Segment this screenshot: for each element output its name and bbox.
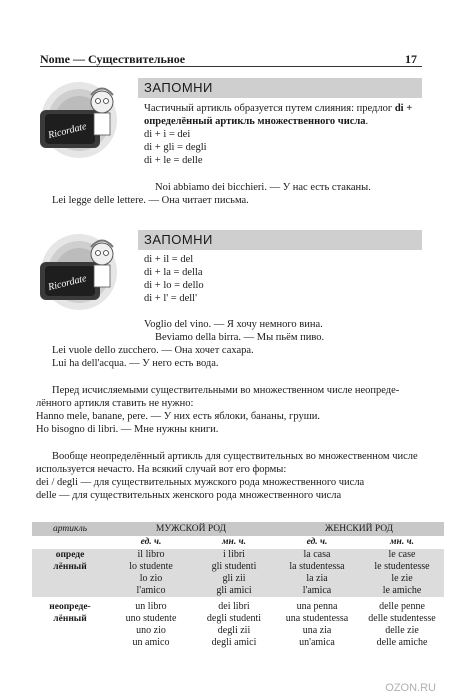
table-cell: le zie — [360, 573, 444, 585]
table-cell: l'amico — [108, 585, 194, 597]
table-row — [32, 585, 444, 597]
table-cell: una zia — [302, 625, 332, 636]
table-cell: la zia — [274, 573, 360, 585]
paragraph-line: лённого артикля ставить не нужно: — [36, 398, 194, 409]
table-cell: le studentesse — [360, 561, 444, 573]
table-cell: delle penne — [379, 601, 425, 612]
remember-banner-1: ЗАПОМНИ — [138, 78, 422, 98]
table-subheader-sg: ед. ч. — [274, 536, 360, 549]
rule-line: di + la = della — [144, 267, 203, 278]
row-label: опреде — [32, 549, 108, 561]
table-cell: un libro — [135, 601, 167, 612]
table-cell: uno studente — [125, 613, 177, 624]
example-line: Lei legge delle lettere. — Она читает письма. — [52, 195, 249, 206]
header-rule — [40, 66, 422, 67]
example-line: Lui ha dell'acqua. — У него есть вода. — [52, 358, 219, 369]
table-cell: le case — [360, 549, 444, 561]
intro-bold-2: определённый артикль множественного числа — [144, 116, 366, 127]
table-row — [32, 573, 444, 585]
paragraph-line: используется нечасто. На всякий случай вот его формы: — [36, 464, 287, 475]
table-row — [32, 601, 444, 613]
rule-line: di + il = del — [144, 254, 194, 265]
ricordate-tv-illustration-2 — [36, 232, 122, 312]
watermark: OZON.RU — [385, 682, 436, 694]
ricordate-badge-1: Ricordate — [47, 121, 88, 142]
table-cell: un amico — [132, 637, 170, 648]
intro-period: . — [365, 116, 369, 127]
example-line: Noi abbiamo dei bicchieri. — У нас есть стаканы. — [155, 182, 371, 193]
row-label — [32, 625, 108, 637]
table-cell: le amiche — [360, 585, 444, 597]
example-line: Hanno mele, banane, pere. — У них есть яблоки, бананы, груши. — [36, 411, 321, 422]
table-row — [32, 549, 444, 561]
table-cell: dei libri — [218, 601, 250, 612]
table-cell: una studentessa — [285, 613, 349, 624]
row-label — [32, 585, 108, 597]
rule-line: di + gli = degli — [144, 142, 207, 153]
table-cell: uno zio — [136, 625, 166, 636]
running-header: Nome — Существительное — [40, 52, 186, 66]
table-row — [32, 561, 444, 573]
rule-line: di + l' = dell' — [144, 293, 197, 304]
table-cell: la studentessa — [274, 561, 360, 573]
table-cell: delle amiche — [376, 637, 428, 648]
table-row — [32, 613, 444, 625]
table-cell: lo zio — [108, 573, 194, 585]
row-label: лённый — [53, 614, 87, 624]
table-cell: un'amica — [299, 637, 335, 648]
ricordate-tv-illustration-1 — [36, 80, 122, 160]
table-cell: l'amica — [274, 585, 360, 597]
article-table — [32, 522, 444, 649]
paragraph-line: dei / degli — для существительных мужского рода множественного числа — [36, 477, 365, 488]
rule-intro-1 — [144, 102, 412, 115]
page-number: 17 — [405, 52, 417, 66]
table-row — [32, 625, 444, 637]
table-row — [32, 637, 444, 649]
table-cell: delle studentesse — [368, 613, 436, 624]
row-label: неопреде- — [49, 602, 91, 612]
table-header-masculine: МУЖСКОЙ РОД — [108, 522, 274, 536]
example-line: Beviamo della birra. — Мы пьём пиво. — [155, 332, 325, 343]
example-line: Ho bisogno di libri. — Мне нужны книги. — [36, 424, 219, 435]
example-line: Voglio del vino. — Я хочу немного вина. — [144, 319, 323, 330]
table-cell: i libri — [194, 549, 274, 561]
table-cell: degli studenti — [206, 613, 262, 624]
table-cell: una penna — [296, 601, 338, 612]
rule-line: di + i = dei — [144, 129, 191, 140]
table-cell: lo studente — [108, 561, 194, 573]
paragraph-line: Вообще неопределённый артикль для существительных во множественном числе — [52, 451, 418, 462]
table-header-feminine: ЖЕНСКИЙ РОД — [274, 522, 444, 536]
table-cell: gli amici — [194, 585, 274, 597]
row-label: лённый — [32, 561, 108, 573]
ricordate-badge-2: Ricordate — [47, 273, 88, 294]
table-subheader-pl: мн. ч. — [194, 536, 274, 549]
rule-line: di + le = delle — [144, 155, 203, 166]
table-cell: il libro — [108, 549, 194, 561]
rule-intro-2 — [144, 115, 368, 128]
row-label — [32, 573, 108, 585]
table-cell: delle zie — [385, 625, 419, 636]
table-cell: gli studenti — [194, 561, 274, 573]
paragraph-line: delle — для существительных женского рода множественного числа — [36, 490, 342, 501]
rule-line: di + lo = dello — [144, 280, 204, 291]
paragraph-line: Перед исчисляемыми существительными во множественном числе неопреде- — [52, 385, 400, 396]
remember-banner-2: ЗАПОМНИ — [138, 230, 422, 250]
row-label — [32, 637, 108, 649]
intro-text: Частичный артикль образуется путем слияния: предлог — [144, 103, 395, 114]
table-subheader-pl: мн. ч. — [360, 536, 444, 549]
table-cell: la casa — [274, 549, 360, 561]
intro-bold: di + — [394, 103, 413, 114]
example-line: Lei vuole dello zucchero. — Она хочет сахара. — [52, 345, 254, 356]
table-cell: gli zii — [194, 573, 274, 585]
table-header-article: артикль — [32, 522, 108, 536]
table-cell: degli amici — [211, 637, 257, 648]
table-cell: degli zii — [217, 625, 251, 636]
table-subheader-sg: ед. ч. — [108, 536, 194, 549]
